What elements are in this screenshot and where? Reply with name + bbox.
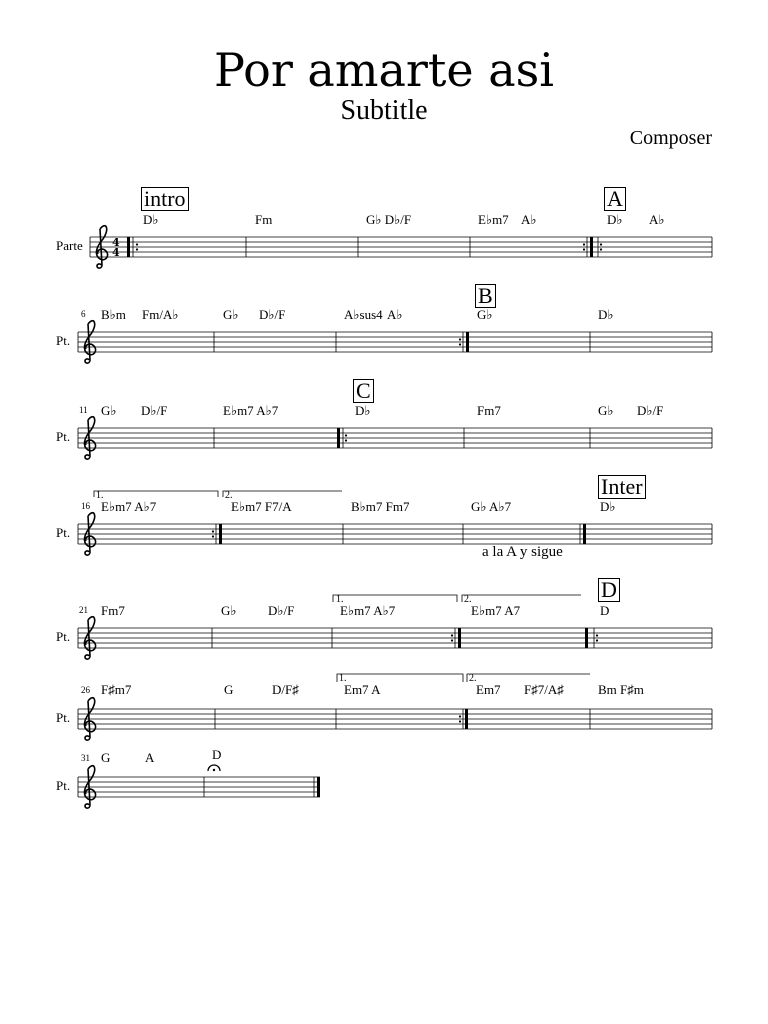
volta-2: 2.: [469, 673, 477, 684]
chord-symbol: Fm7: [477, 403, 501, 418]
chord-symbol: G♭: [221, 603, 237, 618]
chord-symbol: D♭: [598, 307, 614, 322]
system-2: [0, 282, 768, 382]
volta-2: 2.: [225, 490, 233, 501]
system-4: [0, 473, 768, 573]
chord-symbol: E♭m7 A♭7: [101, 499, 157, 514]
chord-symbol: A♭: [649, 212, 665, 227]
score-title: Por amarte asi: [214, 43, 554, 97]
staff-2: [0, 282, 768, 382]
chord-symbol: G♭: [223, 307, 239, 322]
chord-symbol: B♭m: [101, 307, 126, 322]
measure-number: 11: [79, 405, 88, 415]
instrument-short-name: Pt.: [56, 333, 71, 348]
chord-symbol: A: [145, 750, 155, 765]
chord-symbol: E♭m7 F7/A: [231, 499, 292, 514]
chord-symbol: G: [224, 682, 234, 697]
instrument-short-name: Pt.: [56, 629, 71, 644]
chord-symbol: D♭/F: [637, 403, 664, 418]
volta-2: 2.: [464, 594, 472, 605]
measure-number: 6: [81, 309, 86, 319]
chord-symbol: D: [600, 603, 610, 618]
chord-symbol: A♭: [387, 307, 403, 322]
staff-1: [0, 185, 768, 285]
system-3: [0, 377, 768, 477]
staff-3: [0, 377, 768, 477]
chord-symbol: D♭: [143, 212, 159, 227]
performance-annotation: a la A y sigue: [482, 544, 563, 560]
chord-symbol: D: [212, 747, 222, 762]
chord-symbol: Fm/A♭: [142, 307, 179, 322]
chord-symbol: D/F♯: [272, 682, 299, 697]
system-1: [0, 185, 768, 285]
volta-1: 1.: [339, 673, 347, 684]
measure-number: 21: [79, 605, 88, 615]
chord-symbol: Fm: [255, 212, 273, 227]
chord-symbol: Em7: [476, 682, 501, 697]
rehearsal-mark: C: [353, 379, 374, 403]
chord-symbol: Fm7: [101, 603, 125, 618]
chord-symbol: A♭sus4: [344, 307, 383, 322]
chord-symbol: F♯7/A♯: [524, 682, 564, 697]
chord-symbol: D♭: [607, 212, 623, 227]
score-composer: Composer: [629, 127, 712, 149]
chord-symbol: D♭/F: [259, 307, 286, 322]
chord-symbol: Bm F♯m: [598, 682, 644, 697]
instrument-short-name: Pt.: [56, 525, 71, 540]
chord-symbol: G♭ A♭7: [471, 499, 512, 514]
chord-symbol: A♭: [521, 212, 537, 227]
chord-symbol: D♭: [355, 403, 371, 418]
system-7: [0, 730, 768, 830]
measure-number: 26: [81, 685, 90, 695]
staff-7: [0, 730, 768, 830]
chord-symbol: E♭m7 A♭7: [340, 603, 396, 618]
fermata-dot: [213, 769, 215, 771]
chord-symbol: G♭: [598, 403, 614, 418]
measure-number: 16: [81, 501, 90, 511]
chord-symbol: E♭m7 A7: [471, 603, 521, 618]
time-sig-bottom: 4: [112, 246, 120, 259]
instrument-name: Parte: [56, 238, 83, 253]
instrument-short-name: Pt.: [56, 429, 71, 444]
chord-symbol: F♯m7: [101, 682, 132, 697]
chord-symbol: G♭ D♭/F: [366, 212, 412, 227]
instrument-short-name: Pt.: [56, 778, 71, 793]
chord-symbol: D♭: [600, 499, 616, 514]
rehearsal-mark: A: [604, 187, 626, 211]
volta-1: 1.: [96, 490, 104, 501]
rehearsal-mark: intro: [141, 187, 189, 211]
measure-number: 31: [81, 753, 90, 763]
score-subtitle: Subtitle: [340, 95, 428, 126]
chord-symbol: B♭m7 Fm7: [351, 499, 410, 514]
rehearsal-mark: D: [598, 578, 620, 602]
rehearsal-mark: Inter: [598, 475, 646, 499]
chord-symbol: D♭/F: [268, 603, 295, 618]
chord-symbol: E♭m7 A♭7: [223, 403, 279, 418]
chord-symbol: G: [101, 750, 111, 765]
chord-symbol: E♭m7: [478, 212, 509, 227]
staff-4: [0, 473, 768, 573]
rehearsal-mark: B: [475, 284, 496, 308]
chord-symbol: G♭: [101, 403, 117, 418]
instrument-short-name: Pt.: [56, 710, 71, 725]
volta-1: 1.: [336, 594, 344, 605]
chord-symbol: G♭: [477, 307, 493, 322]
time-sig-top: 4: [112, 236, 120, 249]
chord-symbol: D♭/F: [141, 403, 168, 418]
chord-symbol: Em7 A: [344, 682, 381, 697]
